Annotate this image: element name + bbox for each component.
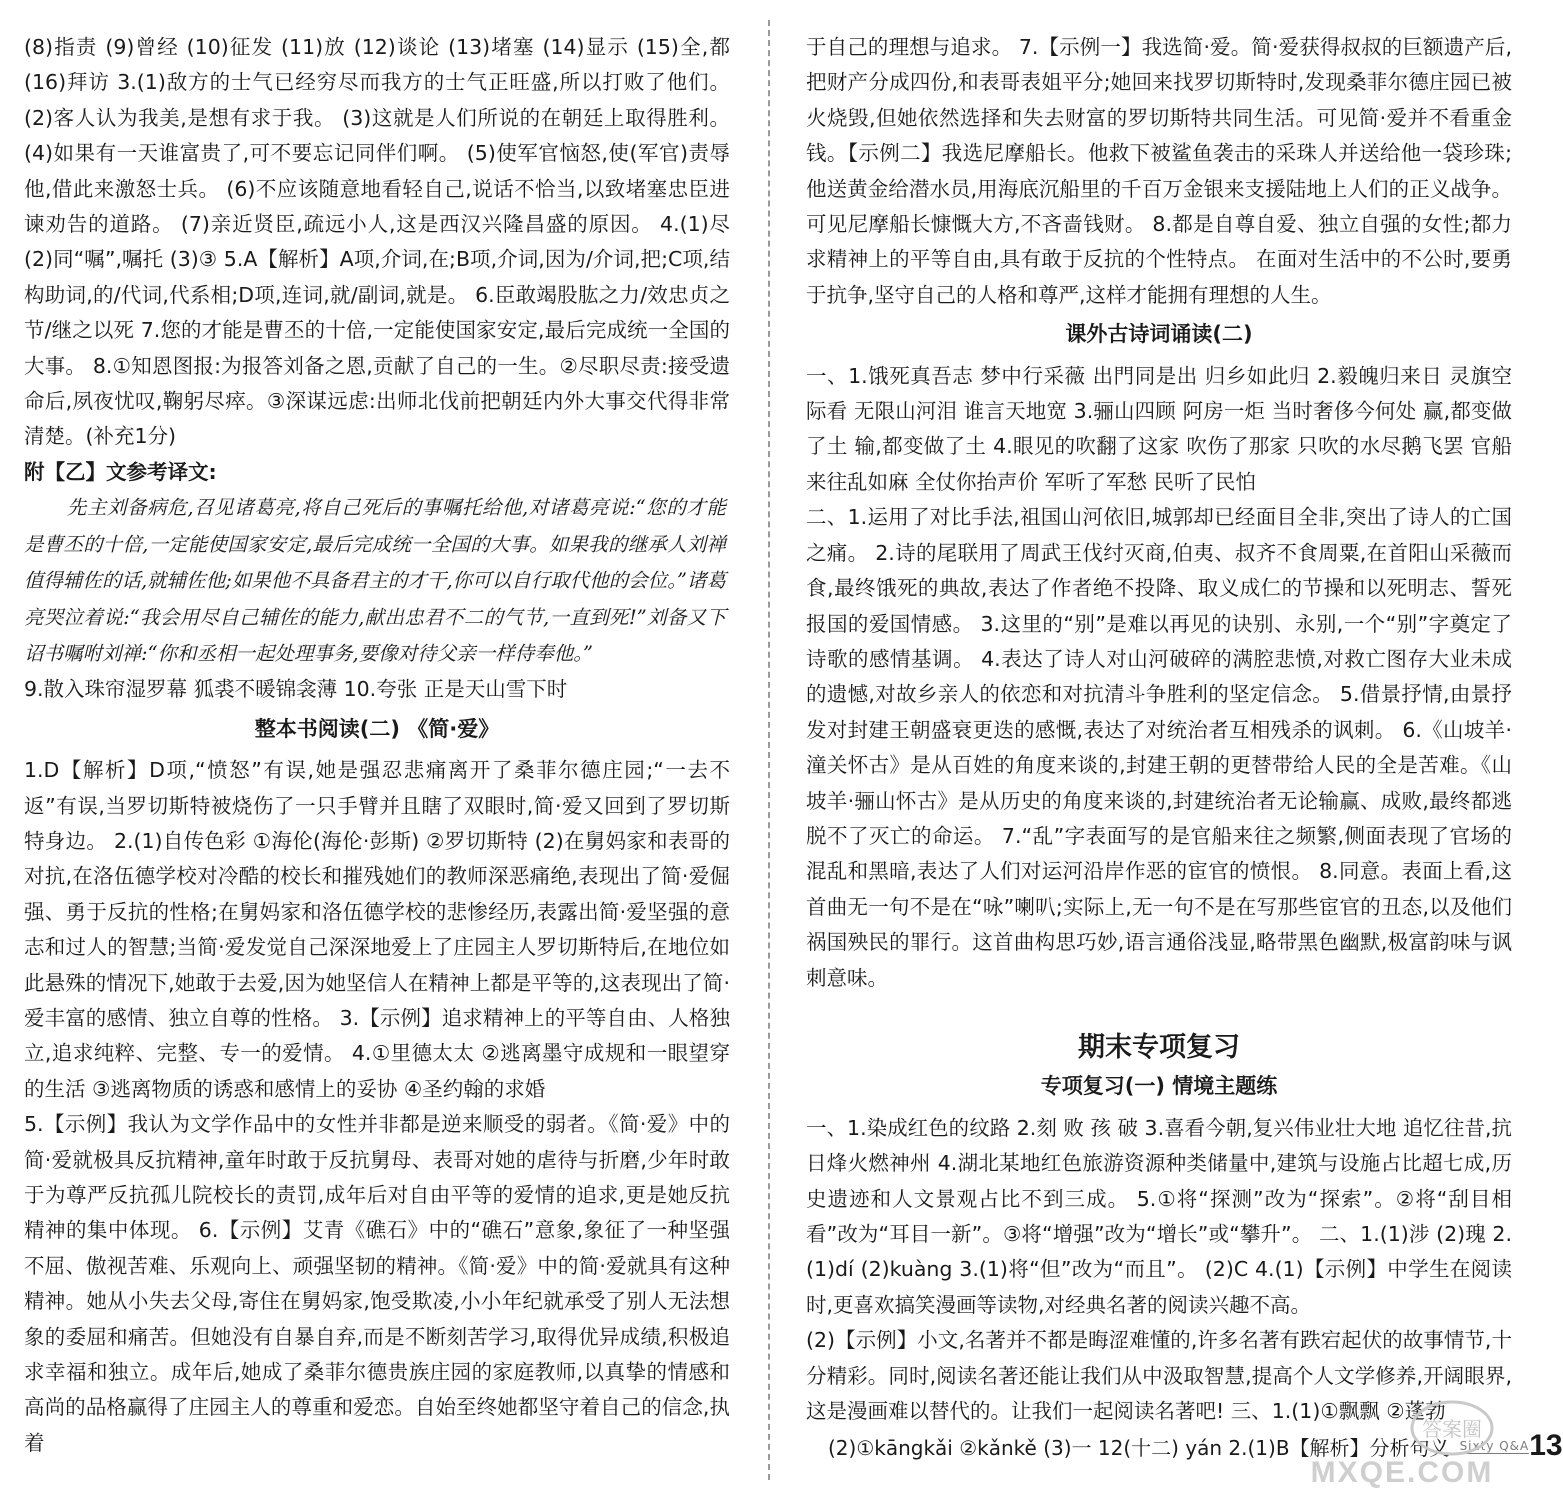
chapter-title: 期末专项复习 xyxy=(1078,1031,1240,1063)
section-title: 专项复习(一) 情境主题练 xyxy=(1040,1074,1278,1099)
answer-paragraph: 二、1.运用了对比手法,祖国山河依旧,城郭却已经面目全非,突出了诗人的亡国之痛。 2.诗的尾联用了周武王伐纣灭商,伯夷、叔齐不食周粟,在首阳山采薇而食,最终饿死的典故,表达了作者绝不投降、取义成仁的节操和以死明志、誓死报国的爱国情感。 3.这里的“别”是难以再见的诀别、永别,一个“别”字奠定了诗歌的感情基调。 4.表达了诗人对山河破碎的满腔悲愤,对救亡图存大业未成的遗憾,对故乡亲人的依恋和对抗清斗争胜利的坚定信念。 5.借景抒情,由景抒发对封建王朝盛衰更迭的感慨,表达了对统治者互相残杀的讽刺。 6.《山坡羊·潼关怀古》是从百姓的角度来谈的,封建王朝的更替带给人民的全是苦难。《山坡羊·骊山怀古》是从历史的角度来谈的,封建统治者无论输赢、成败,最终都逃脱不了灭亡的命运。 7.“乱”字表面写的是官船来往之频繁,侧面表现了官场的混乱和黑暗,表达了人们对运河沿岸作恶的宦官的愤恨。 8.同意。表面上看,这首曲无一句不是在“咏”喇叭;实际上,无一句不是在写那些宦官的丑态,以及他们祸国殃民的罪行。这首曲构思巧妙,语言通俗浅显,略带黑色幽默,极富韵味与讽刺意味。 xyxy=(806,505,1512,990)
watermark-text: MXQE.COM xyxy=(1310,1456,1494,1489)
watermark-label: 答案圈 xyxy=(1422,1417,1482,1441)
answer-paragraph: 1.D【解析】D项,“愤怒”有误,她是强忍悲痛离开了桑菲尔德庄园;“一去不返”有误,当罗切斯特被烧伤了一只手臂并且瞎了双眼时,简·爱又回到了罗切斯特身边。 2.(1)自传色彩 ①海伦(海伦·彭斯) ②罗切斯特 (2)在舅妈家和表哥的对抗,在洛伍德学校对冷酷的校长和摧残她们的教师深恶痛绝,表现出了简·爱倔强、勇于反抗的性格;在舅妈家和洛伍德学校的悲惨经历,表露出简·爱坚强的意志和过人的智慧;当简·爱发觉自己深深地爱上了庄园主人罗切斯特后,在地位如此悬殊的情况下,她敢于去爱,因为她坚信人在精神上都是平等的,这表现出了简·爱丰富的感情、独立自尊的性格。 3.【示例】追求精神上的平等自由、人格独立,追求纯粹、完整、专一的爱情。 4.①里德太太 ②逃离墨守成规和一眼望穿的生活 ③逃离物质的诱惑和感情上的妥协 ④圣约翰的求婚 xyxy=(24,758,730,1101)
translation-text: 先主刘备病危,召见诸葛亮,将自己死后的事嘱托给他,对诸葛亮说:“您的才能是曹丕的十倍,一定能使国家安定,最后完成统一全国的大事。如果我的继承人刘禅值得辅佐的话,就辅佐他;如果他不具备君主的才干,你可以自行取代他的会位。”诸葛亮哭泣着说:“我会用尽自己辅佐的能力,献出忠君不二的气节,一直到死!”刘备又下诏书嘱咐刘禅:“你和丞相一起处理事务,要像对待父亲一样侍奉他。” xyxy=(24,496,726,665)
answer-paragraph: 9.散入珠帘湿罗幕 狐裘不暖锦衾薄 10.夸张 正是天山雪下时 xyxy=(24,677,568,702)
footer-answer-line: (2)①kāngkǎi ②kǎnkě (3)一 12(十二) yán 2.(1)B【解析】分析句义 xyxy=(828,1435,1450,1460)
answer-paragraph: 一、1.染成红色的纹路 2.刻 败 孩 破 3.喜看今朝,复兴伟业壮大地 追忆往昔,抗日烽火燃神州 4.湖北某地红色旅游资源种类储量中,建筑与设施占比超七成,历史遗迹和人文景观占比不到三成。 5.①将“探测”改为“探索”。②将“刮目相看”改为“耳目一新”。③将“增强”改为“增长”或“攀升”。 二、1.(1)涉 (2)瑰 2.(1)dí (2)kuàng 3.(1)将“但”改为“而且”。 (2)C 4.(1)【示例】中学生在阅读时,更喜欢搞笑漫画等读物,对经典名著的阅读兴趣不高。 xyxy=(806,1115,1512,1317)
answer-paragraph: 一、1.饿死真吾志 梦中行采薇 出門同是出 归乡如此归 2.毅魄归来日 灵旗空际看 无限山河泪 谁言天地宽 3.骊山四顾 阿房一炬 当时奢侈今何处 赢,都变做了土 输,都变做了土 4.眼见的吹翻了这家 吹伤了那家 只吹的水尽鹅飞罢 官船来往乱如麻 全仗你抬声价 军听了军愁 民听了民怕 xyxy=(806,363,1512,494)
brand-mark: Sixty Q&A xyxy=(1459,1438,1530,1453)
left-column xyxy=(24,30,730,1461)
page-number: 13 xyxy=(1529,1429,1563,1462)
answer-paragraph: (2)【示例】小文,名著并不都是晦涩难懂的,许多名著有跌宕起伏的故事情节,十分精彩。同时,阅读名著还能让我们从中汲取智慧,提高个人文学修养,开阔眼界,这是漫画难以替代的。让我们一起阅读名著吧! 三、1.(1)①飘飘 ②蓬勃 xyxy=(806,1328,1512,1424)
section-title: 整本书阅读(二) 《简·爱》 xyxy=(254,716,500,741)
page-footer xyxy=(828,1428,1563,1464)
answer-paragraph: 于自己的理想与追求。 7.【示例一】我选简·爱。简·爱获得叔叔的巨额遗产后,把财产分成四份,和表哥表姐平分;她回来找罗切斯特时,发现桑菲尔德庄园已被火烧毁,但她依然选择和失去财富的罗切斯特共同生活。可见简·爱并不看重金钱。【示例二】我选尼摩船长。他救下被鲨鱼袭击的采珠人并送给他一袋珍珠;他送黄金给潜水员,用海底沉船里的千百万金银来支援陆地上人们的正义战争。可见尼摩船长慷慨大方,不吝啬钱财。 8.都是自尊自爱、独立自强的女性;都力求精神上的平等自由,具有敢于反抗的个性特点。 在面对生活中的不公时,要勇于抗争,坚守自己的人格和尊严,这样才能拥有理想的人生。 xyxy=(806,35,1512,307)
answer-paragraph: 5.【示例】我认为文学作品中的女性并非都是逆来顺受的弱者。《简·爱》中的简·爱就极具反抗精神,童年时敢于反抗舅母、表哥对她的虐待与折磨,少年时敢于为尊严反抗孤儿院校长的责罚,成年后对自由平等的爱情的追求,更是她反抗精神的集中体现。 6.【示例】艾青《礁石》中的“礁石”意象,象征了一种坚强不屈、傲视苦难、乐观向上、顽强坚韧的精神。《简·爱》中的简·爱就具有这种精神。她从小失去父母,寄住在舅妈家,饱受欺凌,小小年纪就承受了别人无法想象的委屈和痛苦。但她没有自暴自弃,而是不断刻苦学习,取得优异成绩,积极追求幸福和独立。成年后,她成了桑菲尔德贵族庄园的家庭教师,以真挚的情感和高尚的品格赢得了庄园主人的尊重和爱恋。自始至终她都坚守着自己的信念,执着 xyxy=(24,1112,730,1455)
right-column xyxy=(806,30,1512,1429)
answer-paragraph: (8)指责 (9)曾经 (10)征发 (11)放 (12)谈论 (13)堵塞 (14)显示 (15)全,都 (16)拜访 3.(1)敌方的士气已经穷尽而我方的士气正旺盛,所以打败了他们。 (2)客人认为我美,是想有求于我。 (3)这就是人们所说的在朝廷上取得胜利。 (4)如果有一天谁富贵了,可不要忘记同伴们啊。 (5)使军官恼怒,使(军官)责辱他,借此来激怒士兵。 (6)不应该随意地看轻自己,说话不恰当,以致堵塞忠臣进谏劝告的道路。 (7)亲近贤臣,疏远小人,这是西汉兴隆昌盛的原因。 4.(1)尽 (2)同“嘱”,嘱托 (3)③ 5.A【解析】A项,介词,在;B项,介词,因为/介词,把;C项,结构助词,的/代词,代系相;D项,连词,就/副词,就是。 6.臣敢竭股肱之力/效忠贞之节/继之以死 7.您的才能是曹丕的十倍,一定能使国家安定,最后完成统一全国的大事。 8.①知恩图报:为报答刘备之恩,贡献了自己的一生。②尽职尽责:接受遗命后,夙夜忧叹,鞠躬尽瘁。③深谋远虑:出师北伐前把朝廷内外大事交代得非常清楚。(补充1分) xyxy=(24,35,730,449)
column-divider xyxy=(768,20,770,1480)
translation-heading: 附【乙】文参考译文: xyxy=(24,459,217,484)
section-title: 课外古诗词诵读(二) xyxy=(1065,322,1253,347)
